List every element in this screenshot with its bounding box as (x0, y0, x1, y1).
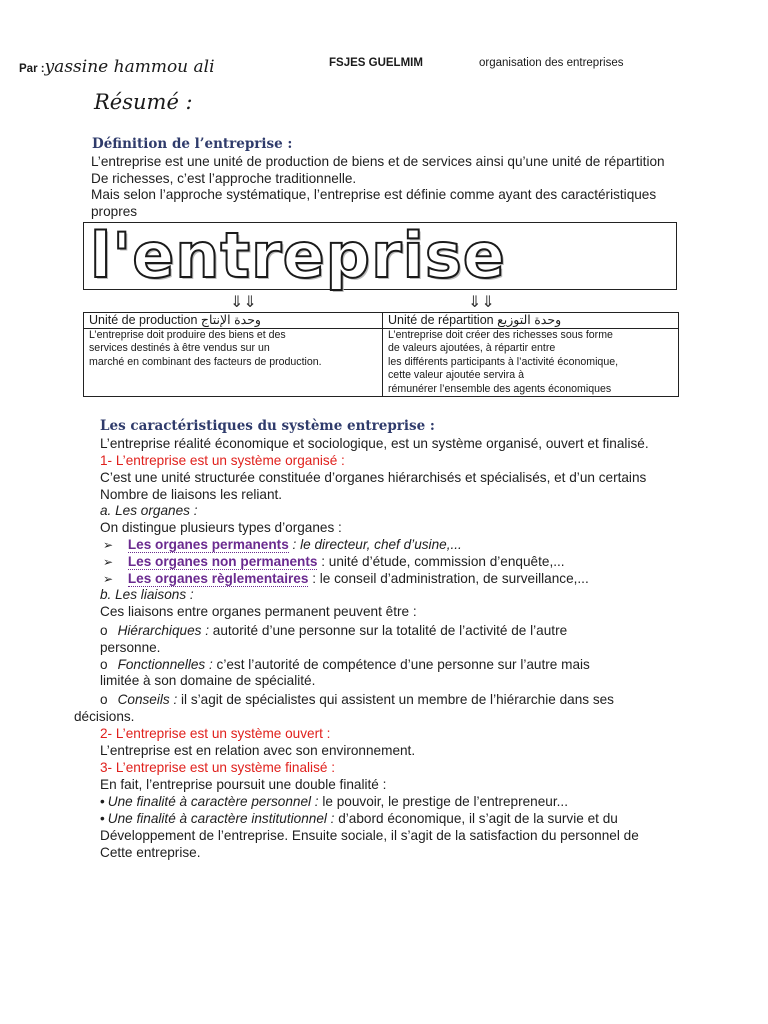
liaison-item (100, 623, 567, 640)
liaison-term: Conseils : (117, 692, 178, 707)
caracteristiques-intro: L’entreprise réalité économique et sociologique, est un système organisé, ouvert et finalisé. (100, 436, 649, 451)
liaison-desc: il s’agit de spécialistes qui assistent un membre de l’hiérarchie dans ses (177, 692, 614, 707)
organes-reglementaires-link[interactable]: Les organes règlementaires (127, 571, 309, 586)
cell-line: rémunérer l’ensemble des agents économiques (388, 382, 612, 395)
arrow-bullet-icon: ➢ (103, 572, 114, 586)
liaison-item (100, 657, 590, 674)
arrow-down-icon: ⇓⇓ (468, 294, 495, 311)
finalite-desc: d’abord économique, il s’agit de la survie et du (334, 811, 618, 826)
definition-line: Mais selon l’approche systématique, l’entreprise est définie comme ayant des caractéristiques (91, 187, 657, 203)
organe-desc: : le conseil d’administration, de surveillance,... (308, 571, 589, 586)
cell-line: marché en combinant des facteurs de production. (89, 355, 322, 368)
table-header-row (84, 313, 679, 329)
arrow-bullet-icon: ➢ (103, 538, 114, 552)
organes-title: a. Les organes : (100, 503, 198, 518)
definition-line: propres (91, 203, 138, 219)
liaison-cont: décisions. (74, 709, 135, 724)
definition-title: Définition de l’entreprise : (92, 136, 293, 152)
cell-line: L’entreprise doit créer des richesses sous forme (388, 329, 613, 341)
par-label: Par : (19, 63, 45, 75)
liaison-desc: autorité d’une personne sur la totalité de l’activité de l’autre (208, 623, 568, 638)
finalite-cont: Cette entreprise. (100, 845, 201, 860)
author-name: yassine hammou ali (44, 57, 215, 77)
circle-bullet-icon: o (100, 692, 108, 707)
entreprise-wordart: l'entreprise (90, 219, 506, 292)
cell-line: les différents participants à l’activité économique, (388, 355, 619, 368)
organes-permanents-link[interactable]: Les organes permanents (127, 537, 289, 552)
resume-title: Résumé : (94, 90, 193, 114)
section-1-title: 1- L’entreprise est un système organisé : (100, 453, 345, 468)
finalite-term: Une finalité à caractère institutionnel : (107, 811, 335, 826)
organe-item (103, 537, 462, 554)
liaison-term: Hiérarchiques : (117, 623, 209, 638)
table-cell-repartition (383, 329, 679, 397)
organes-non-permanents-link[interactable]: Les organes non permanents (127, 554, 318, 569)
caracteristiques-title: Les caractéristiques du système entreprise : (100, 418, 435, 434)
liaison-desc: c’est l’autorité de compétence d’une personne sur l’autre mais (212, 657, 590, 672)
finalite-desc: le pouvoir, le prestige de l’entrepreneur... (318, 794, 568, 809)
liaisons-intro: Ces liaisons entre organes permanent peuvent être : (100, 604, 417, 619)
organe-desc: : le directeur, chef d’usine,... (288, 537, 462, 552)
finalite-cont: Développement de l’entreprise. Ensuite sociale, il s’agit de la satisfaction du personnel de (100, 828, 639, 843)
institution-name: FSJES GUELMIM (329, 57, 423, 69)
finalite-term: Une finalité à caractère personnel : (107, 794, 319, 809)
cell-line: L’entreprise doit produire des biens et des (89, 329, 286, 341)
organe-item (103, 554, 565, 571)
entreprise-banner (83, 219, 677, 292)
organes-intro: On distingue plusieurs types d’organes : (100, 520, 342, 535)
cell-line: de valeurs ajoutées, à répartir entre (388, 342, 556, 355)
circle-bullet-icon: o (100, 623, 108, 638)
section-3-title: 3- L’entreprise est un système finalisé : (100, 760, 335, 775)
course-name: organisation des entreprises (479, 57, 624, 69)
cell-line: cette valeur ajoutée servira à (388, 369, 525, 382)
section-1-line: C’est une unité structurée constituée d’organes hiérarchisés et spécialisés, et d’un certains (100, 470, 647, 485)
liaison-cont: limitée à son domaine de spécialité. (100, 673, 316, 688)
table-cell-production (84, 329, 383, 397)
liaisons-title: b. Les liaisons : (100, 587, 194, 602)
arrow-bullet-icon: ➢ (103, 555, 114, 569)
section-1-line: Nombre de liaisons les reliant. (100, 487, 283, 502)
organe-desc: : unité d’étude, commission d’enquête,... (317, 554, 565, 569)
finalite-item (100, 794, 568, 811)
section-2-title: 2- L’entreprise est un système ouvert : (100, 726, 331, 741)
dot-bullet-icon: • (100, 794, 105, 809)
organe-item (103, 571, 589, 588)
definition-text (91, 154, 665, 220)
section-2-text: L’entreprise est en relation avec son environnement. (100, 743, 416, 758)
liaison-item (100, 692, 614, 709)
table-header-production: Unité de production وحدة الإنتاج (84, 313, 383, 329)
dot-bullet-icon: • (100, 811, 105, 826)
definition-line: De richesses, c’est l’approche traditionnelle. (91, 170, 357, 186)
header-author-line (19, 57, 215, 77)
liaison-term: Fonctionnelles : (117, 657, 213, 672)
production-repartition-table (83, 312, 679, 397)
cell-line: services destinés à être vendus sur un (89, 342, 270, 355)
section-3-intro: En fait, l’entreprise poursuit une double finalité : (100, 777, 387, 792)
circle-bullet-icon: o (100, 657, 108, 672)
table-row (84, 329, 679, 397)
arrow-down-icon: ⇓⇓ (230, 294, 257, 311)
finalite-item (100, 811, 618, 828)
table-header-repartition: Unité de répartition وحدة التوزيع (383, 313, 679, 329)
liaison-cont: personne. (100, 640, 161, 655)
definition-line: L’entreprise est une unité de production de biens et de services ainsi qu’une unité de répartition (91, 154, 665, 169)
